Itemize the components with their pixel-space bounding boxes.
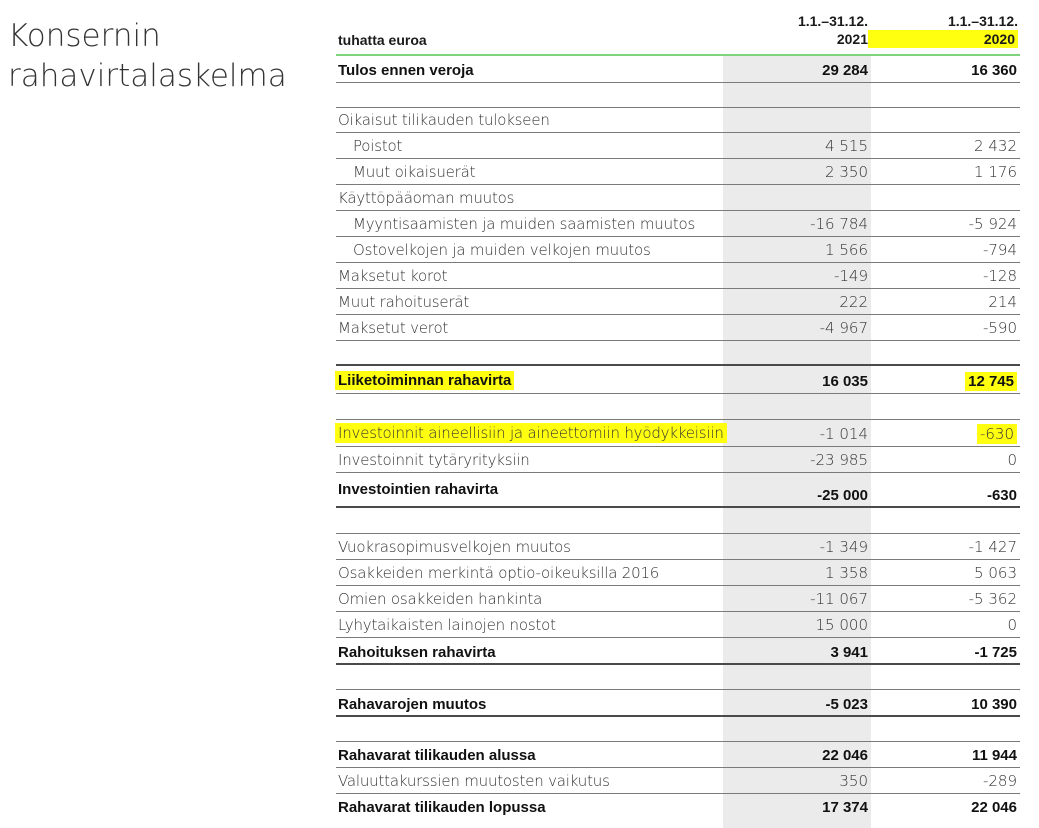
- row-label: Rahoituksen rahavirta: [338, 644, 496, 661]
- column-header-2020-period: 1.1.–31.12.: [947, 13, 1018, 29]
- value-2020: 16 360: [971, 62, 1017, 79]
- row-label: Osakkeiden merkintä optio-oikeuksilla 2016: [338, 564, 660, 582]
- table-row: [336, 742, 1020, 768]
- value-2021: -1 349: [819, 538, 868, 556]
- table-row: [336, 612, 1020, 638]
- row-label: Tulos ennen veroja: [338, 62, 474, 79]
- row-label: Käyttöpääoman muutos: [338, 189, 515, 207]
- column-header-2021-period: 1.1.–31.12.: [797, 13, 868, 29]
- column-header-2020: [868, 12, 1018, 48]
- value-2020-highlight: -630: [977, 424, 1017, 444]
- value-2021: 3 941: [830, 644, 868, 661]
- table-row: [336, 263, 1020, 289]
- value-2020: -630: [986, 487, 1017, 504]
- row-label: Myyntisaamisten ja muiden saamisten muutos: [353, 215, 696, 233]
- value-2021: -5 023: [825, 696, 868, 713]
- page-title-line-2: rahavirtalaskelma: [8, 58, 287, 94]
- unit-label: tuhatta euroa: [338, 32, 427, 48]
- value-2021: 222: [839, 293, 868, 311]
- value-2021: 29 284: [822, 62, 868, 79]
- value-2021: 1 358: [825, 564, 868, 582]
- value-2020: 2 432: [974, 137, 1017, 155]
- spacer-row: [336, 665, 1020, 690]
- value-2021: 17 374: [822, 799, 868, 816]
- value-2021: 4 515: [825, 137, 868, 155]
- row-label: Rahavarojen muutos: [338, 696, 487, 713]
- row-label: Maksetut korot: [338, 267, 448, 285]
- row-label: Investoinnit aineellisiin ja aineettomiin hyödykkeisiin: [335, 423, 727, 443]
- value-2021: -16 784: [810, 215, 868, 233]
- row-label: Muut oikaisuerät: [353, 163, 476, 181]
- table-row: [336, 56, 1020, 83]
- value-2020: -128: [982, 267, 1017, 285]
- page-title: [8, 16, 308, 96]
- row-label: Investoinnit tytäryrityksiin: [338, 451, 530, 469]
- value-2020: 0: [1007, 616, 1017, 634]
- row-label: Rahavarat tilikauden alussa: [338, 747, 536, 764]
- column-header-2021-year: 2021: [836, 31, 868, 47]
- value-2020: -1 427: [968, 538, 1017, 556]
- row-label: Lyhytaikaisten lainojen nostot: [338, 616, 556, 634]
- table-row: [336, 638, 1020, 665]
- value-2020: -5 362: [968, 590, 1017, 608]
- table-row: [336, 473, 1020, 508]
- row-label: Omien osakkeiden hankinta: [338, 590, 543, 608]
- value-2020: -5 924: [968, 215, 1017, 233]
- table-row: [336, 315, 1020, 341]
- row-label: Muut rahoituserät: [338, 293, 470, 311]
- value-2021: -11 067: [810, 590, 868, 608]
- value-2020: 22 046: [971, 799, 1017, 816]
- value-2020-highlight: 12 745: [965, 372, 1017, 391]
- value-2020: [877, 425, 1017, 443]
- value-2021: 1 566: [825, 241, 868, 259]
- value-2021: -25 000: [817, 487, 868, 504]
- value-2020: -794: [982, 241, 1017, 259]
- value-2020: 11 944: [971, 747, 1017, 764]
- table-row: [336, 133, 1020, 159]
- value-2021: 22 046: [822, 747, 868, 764]
- value-2020: 214: [988, 293, 1017, 311]
- spacer-row: [336, 341, 1020, 366]
- table-row: [336, 366, 1020, 394]
- value-2020: 0: [1007, 451, 1017, 469]
- column-header-2021: [718, 12, 868, 48]
- table-row: [336, 211, 1020, 237]
- table-row: [336, 447, 1020, 473]
- table-row: [336, 768, 1020, 794]
- row-label: Investointien rahavirta: [338, 481, 499, 498]
- table-row: [336, 159, 1020, 185]
- page-title-line-1: Konsernin: [8, 18, 161, 54]
- table-row: [336, 185, 1020, 211]
- table-row: [336, 586, 1020, 612]
- value-2021: 15 000: [815, 616, 868, 634]
- spacer-row: [336, 508, 1020, 534]
- spacer-row: [336, 717, 1020, 742]
- column-header-2020-year: 2020: [868, 30, 1018, 48]
- value-2021: 16 035: [822, 373, 868, 390]
- spacer-row: [336, 394, 1020, 420]
- value-2020: 5 063: [974, 564, 1017, 582]
- table-row: [336, 690, 1020, 717]
- row-label: Rahavarat tilikauden lopussa: [338, 799, 546, 816]
- row-label: Ostovelkojen ja muiden velkojen muutos: [353, 241, 651, 259]
- value-2020: 10 390: [971, 696, 1017, 713]
- value-2021: 350: [839, 772, 868, 790]
- value-2021: -4 967: [819, 319, 868, 337]
- table-row: [336, 560, 1020, 586]
- value-2021: -149: [833, 267, 868, 285]
- value-2020: -289: [982, 772, 1017, 790]
- cash-flow-table: [336, 0, 1020, 828]
- value-2020: -1 725: [974, 644, 1017, 661]
- row-label: Vuokrasopimusvelkojen muutos: [338, 538, 571, 556]
- table-header: [336, 0, 1020, 56]
- value-2020: 1 176: [974, 163, 1017, 181]
- row-label: Maksetut verot: [338, 319, 449, 337]
- value-2020: [877, 373, 1017, 390]
- spacer-row: [336, 83, 1020, 108]
- value-2021: -1 014: [819, 425, 868, 443]
- value-2021: 2 350: [825, 163, 868, 181]
- row-label: Liiketoiminnan rahavirta: [335, 371, 514, 390]
- table-row: [336, 420, 1020, 447]
- row-label: Oikaisut tilikauden tulokseen: [338, 111, 550, 129]
- row-label: Valuuttakurssien muutosten vaikutus: [338, 772, 610, 790]
- value-2020: -590: [982, 319, 1017, 337]
- table-row: [336, 289, 1020, 315]
- table-row: [336, 794, 1020, 820]
- table-row: [336, 237, 1020, 263]
- row-label: Poistot: [353, 137, 403, 155]
- table-row: [336, 534, 1020, 560]
- value-2021: -23 985: [810, 451, 868, 469]
- table-row: [336, 108, 1020, 133]
